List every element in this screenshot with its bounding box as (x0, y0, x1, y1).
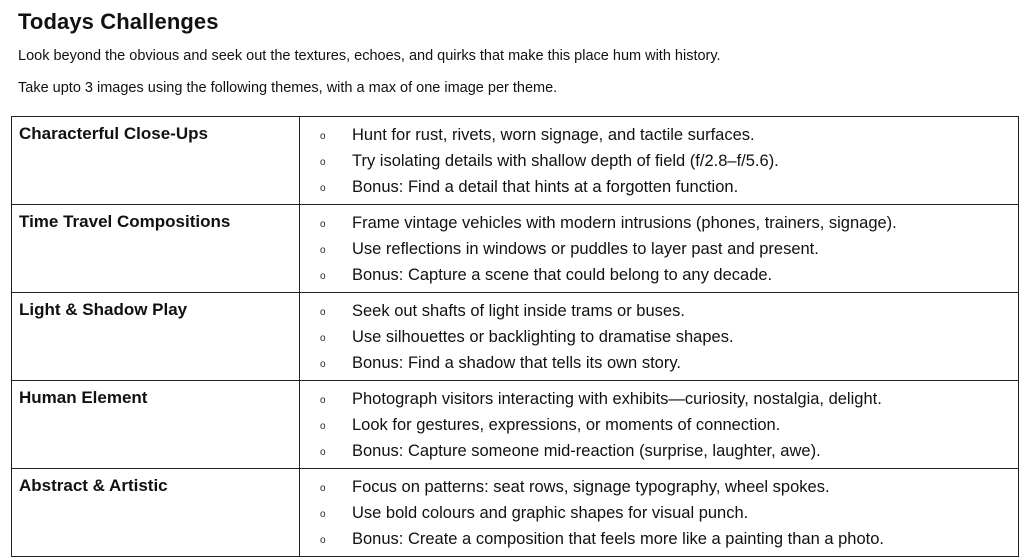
hollow-bullet-icon: o (320, 333, 326, 344)
hollow-bullet-icon: o (320, 535, 326, 546)
list-item (320, 474, 1012, 500)
item-text: Photograph visitors interacting with exhibits—curiosity, nostalgia, delight. (352, 390, 882, 408)
theme-items-cell (300, 293, 1019, 381)
list-item (320, 174, 1012, 200)
theme-name: Abstract & Artistic (12, 469, 300, 557)
item-text: Use reflections in windows or puddles to layer past and present. (352, 240, 819, 258)
theme-items-cell (300, 469, 1019, 557)
hollow-bullet-icon: o (320, 395, 326, 406)
theme-name: Human Element (12, 381, 300, 469)
list-item (320, 262, 1012, 288)
theme-row (12, 117, 1019, 205)
item-text: Look for gestures, expressions, or moments of connection. (352, 416, 781, 434)
challenges-table-body (12, 117, 1019, 557)
theme-row (12, 469, 1019, 557)
item-text: Use bold colours and graphic shapes for visual punch. (352, 504, 749, 522)
list-item (320, 210, 1012, 236)
item-text: Frame vintage vehicles with modern intrusions (phones, trainers, signage). (352, 214, 897, 232)
list-item (320, 500, 1012, 526)
theme-row (12, 293, 1019, 381)
hollow-bullet-icon: o (320, 271, 326, 282)
theme-items-list (320, 298, 1012, 376)
item-text: Bonus: Find a shadow that tells its own story. (352, 354, 681, 372)
hollow-bullet-icon: o (320, 157, 326, 168)
hollow-bullet-icon: o (320, 131, 326, 142)
theme-name: Time Travel Compositions (12, 205, 300, 293)
list-item (320, 438, 1012, 464)
theme-items-cell (300, 205, 1019, 293)
item-text: Use silhouettes or backlighting to dramatise shapes. (352, 328, 734, 346)
list-item (320, 412, 1012, 438)
hollow-bullet-icon: o (320, 509, 326, 520)
item-text: Bonus: Find a detail that hints at a forgotten function. (352, 178, 739, 196)
item-text: Hunt for rust, rivets, worn signage, and tactile surfaces. (352, 126, 755, 144)
item-text: Seek out shafts of light inside trams or buses. (352, 302, 685, 320)
list-item (320, 526, 1012, 552)
theme-items-cell (300, 117, 1019, 205)
hollow-bullet-icon: o (320, 421, 326, 432)
list-item (320, 324, 1012, 350)
theme-row (12, 205, 1019, 293)
theme-items-list (320, 474, 1012, 552)
theme-name: Characterful Close-Ups (12, 117, 300, 205)
intro-line-2: Take upto 3 images using the following themes, with a max of one image per theme. (18, 80, 558, 96)
list-item (320, 298, 1012, 324)
item-text: Try isolating details with shallow depth of field (f/2.8–f/5.6). (352, 152, 779, 170)
hollow-bullet-icon: o (320, 183, 326, 194)
list-item (320, 122, 1012, 148)
theme-items-cell (300, 381, 1019, 469)
theme-items-list (320, 210, 1012, 288)
item-text: Bonus: Capture a scene that could belong to any decade. (352, 266, 773, 284)
list-item (320, 148, 1012, 174)
item-text: Bonus: Create a composition that feels more like a painting than a photo. (352, 530, 884, 548)
challenges-table (11, 116, 1019, 557)
theme-items-list (320, 122, 1012, 200)
hollow-bullet-icon: o (320, 483, 326, 494)
item-text: Focus on patterns: seat rows, signage typography, wheel spokes. (352, 478, 830, 496)
list-item (320, 386, 1012, 412)
page-title: Todays Challenges (18, 9, 219, 34)
list-item (320, 350, 1012, 376)
item-text: Bonus: Capture someone mid-reaction (surprise, laughter, awe). (352, 442, 821, 460)
hollow-bullet-icon: o (320, 447, 326, 458)
list-item (320, 236, 1012, 262)
hollow-bullet-icon: o (320, 307, 326, 318)
hollow-bullet-icon: o (320, 245, 326, 256)
hollow-bullet-icon: o (320, 219, 326, 230)
theme-name: Light & Shadow Play (12, 293, 300, 381)
theme-items-list (320, 386, 1012, 464)
theme-row (12, 381, 1019, 469)
hollow-bullet-icon: o (320, 359, 326, 370)
intro-line-1: Look beyond the obvious and seek out the textures, echoes, and quirks that make this place hum with history. (18, 48, 721, 64)
